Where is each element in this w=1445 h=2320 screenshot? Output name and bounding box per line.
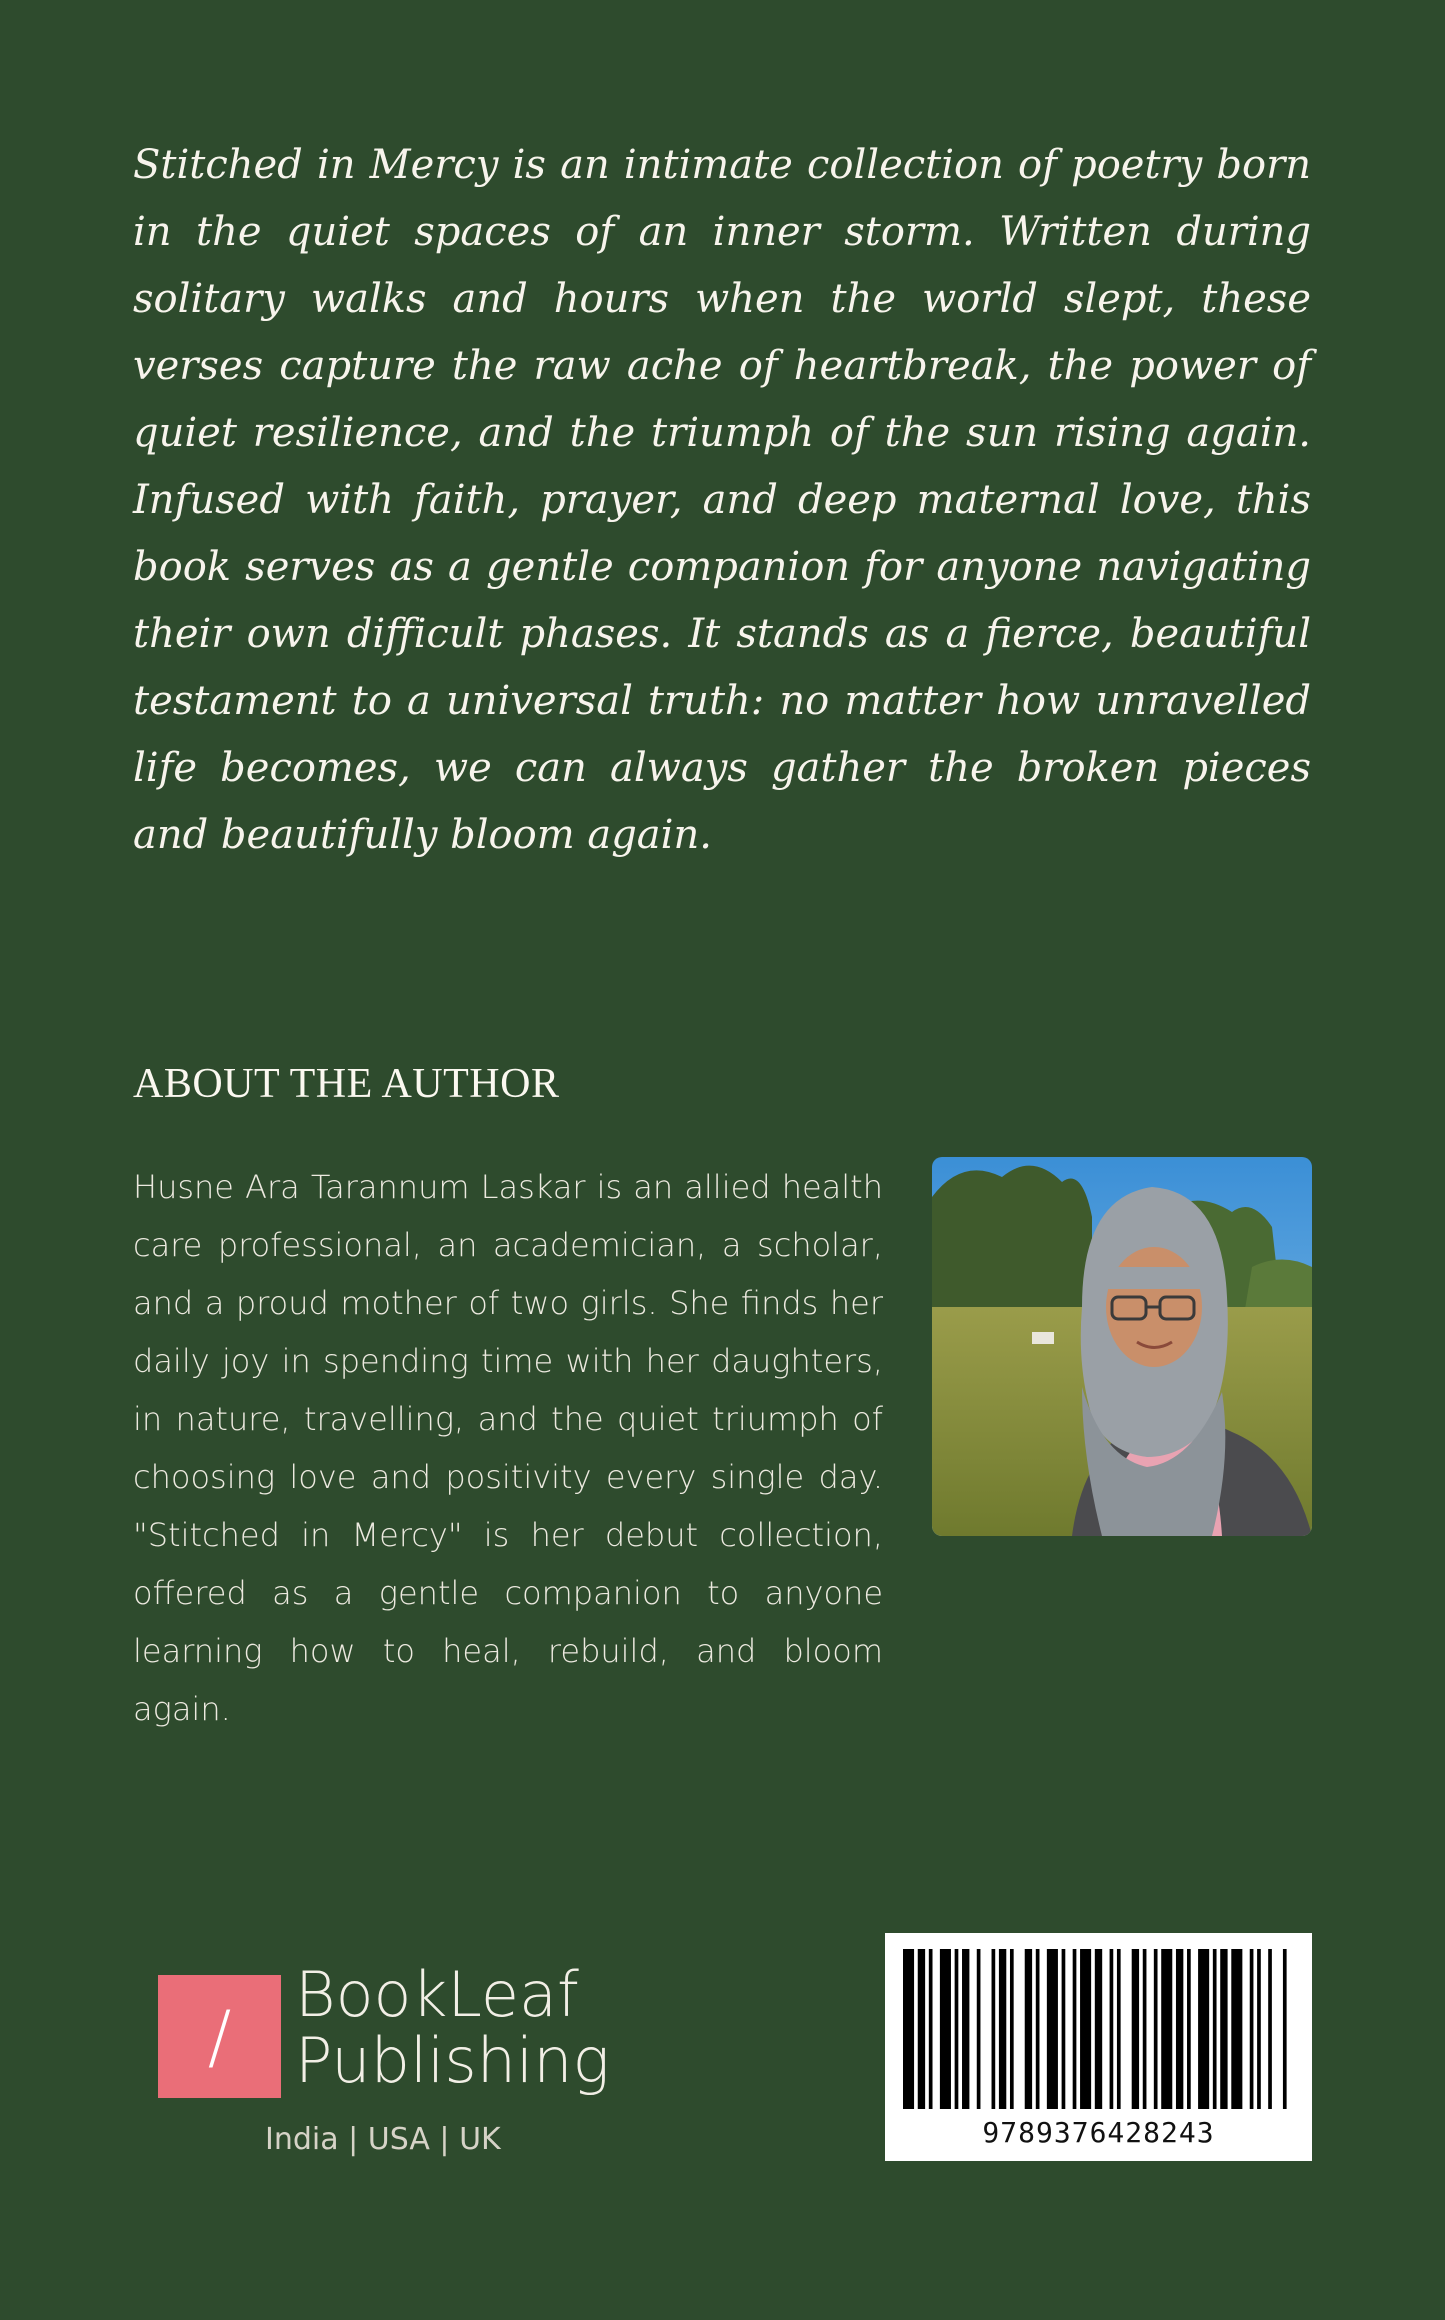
barcode-bar bbox=[1250, 1949, 1254, 2109]
author-bio: Husne Ara Tarannum Laskar is an allied health care professional, an academician, a scholar, and a proud mother of two girls. She finds her daily joy in spending time with her daughters, in nature, travelling, and the quiet triumph of choosing love and positivity every single day. "Stitched in Mercy" is her debut collection, offered as a gentle companion to anyone learning how to heal, rebuild, and bloom again. bbox=[133, 1168, 883, 1728]
publisher-regions: India | USA | UK bbox=[265, 2122, 501, 2157]
barcode-bar bbox=[1132, 1949, 1139, 2109]
about-author-heading: ABOUT THE AUTHOR bbox=[133, 1061, 560, 1107]
barcode-bar bbox=[918, 1949, 925, 2109]
barcode-bar bbox=[1220, 1949, 1227, 2109]
barcode-bar bbox=[962, 1949, 969, 2109]
isbn-number: 9789376428243 bbox=[982, 2116, 1215, 2149]
barcode-bar bbox=[1010, 1949, 1014, 2109]
barcode-bar bbox=[1231, 1949, 1242, 2109]
barcode-bar bbox=[1062, 1949, 1066, 2109]
barcode-bar bbox=[903, 1949, 914, 2109]
barcode-bar bbox=[955, 1949, 959, 2109]
publisher-logo-mark bbox=[158, 1975, 281, 2098]
barcode-bar bbox=[1187, 1949, 1191, 2109]
barcode-bar bbox=[1161, 1949, 1172, 2109]
publisher-name bbox=[295, 1958, 610, 2097]
barcode-bar bbox=[1283, 1949, 1287, 2109]
barcode-bar bbox=[1073, 1949, 1077, 2109]
barcode-bar bbox=[1117, 1949, 1121, 2109]
barcode-bar bbox=[940, 1949, 951, 2109]
barcode-bar bbox=[992, 1949, 996, 2109]
barcode-bar bbox=[929, 1949, 933, 2109]
barcode-bars bbox=[903, 1949, 1294, 2109]
publisher-name-line2: Publishing bbox=[295, 2024, 610, 2097]
barcode-bar bbox=[1095, 1949, 1102, 2109]
publisher-name-line1: BookLeaf bbox=[295, 1958, 579, 2031]
barcode-bar bbox=[1257, 1949, 1261, 2109]
barcode-bar bbox=[1047, 1949, 1058, 2109]
barcode-bar bbox=[1213, 1949, 1217, 2109]
publisher-logo-slash: / bbox=[207, 1995, 232, 2078]
author-photo bbox=[932, 1157, 1312, 1536]
barcode-bar bbox=[1154, 1949, 1158, 2109]
barcode-bar bbox=[1176, 1949, 1183, 2109]
barcode-bar bbox=[1268, 1949, 1272, 2109]
barcode-bar bbox=[1198, 1949, 1209, 2109]
barcode-bar bbox=[1080, 1949, 1091, 2109]
back-cover-blurb: Stitched in Mercy is an intimate collection of poetry born in the quiet spaces of an inner storm. Written during solitary walks and hours when the world slept, these verses capture the raw ache of heartbreak, the power of quiet resilience, and the triumph of the sun rising again. Infused with faith, prayer, and deep maternal love, this book serves as a gentle companion for anyone navigating their own difficult phases. It stands as a fierce, beautiful testament to a universal truth: no matter how unravelled life becomes, we can always gather the broken pieces and beautifully bloom again. bbox=[133, 142, 1311, 858]
barcode-bar bbox=[977, 1949, 981, 2109]
barcode-bar bbox=[999, 1949, 1006, 2109]
barcode-bar bbox=[1143, 1949, 1147, 2109]
barcode-bar bbox=[1036, 1949, 1040, 2109]
isbn-barcode bbox=[885, 1933, 1312, 2161]
barcode-bar bbox=[1025, 1949, 1032, 2109]
barcode-bar bbox=[1110, 1949, 1114, 2109]
